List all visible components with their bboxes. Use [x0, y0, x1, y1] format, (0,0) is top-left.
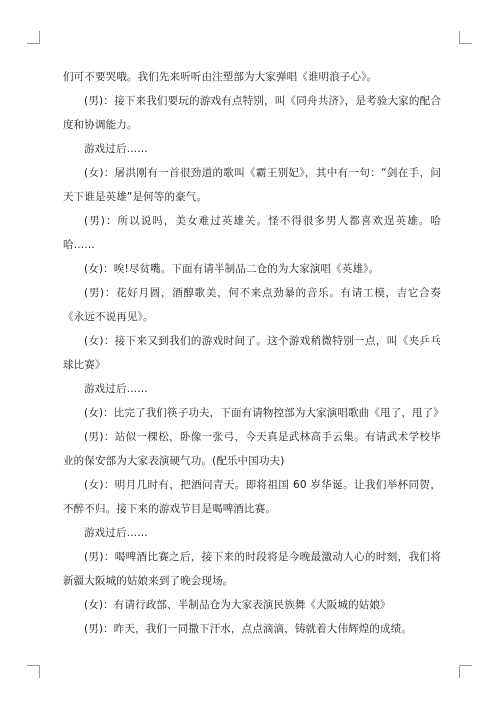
paragraph: (男)：喝啤酒比赛之后，接下来的时段将是今晚最激动人心的时刻，我们将新疆大阪城的姑娘来到了晚会现场。	[63, 551, 441, 587]
paragraph: 游戏过后……	[84, 383, 148, 395]
paragraph: (男)：昨天，我们一同撒下汗水，点点滴滴，铸就着大伟辉煌的成绩。	[84, 623, 412, 635]
paragraph: (男)：站似一棵松，卧像一张弓，今天真是武林高手云集。有请武术学校毕业的保安部为大家表演硬气功。(配乐中国功夫)	[63, 431, 441, 467]
crop-mark-top-left	[27, 31, 40, 44]
paragraph: (女)：屠洪刚有一首很劲道的歌叫《霸王别妃》，其中有一句：“剑在手，问天下谁是英雄”是何等的豪气。	[63, 167, 441, 203]
paragraph: (女)：比完了我们筷子功夫，下面有请物控部为大家演唱歌曲《甩了，甩了》	[84, 407, 444, 419]
paragraph: 游戏过后……	[84, 527, 148, 539]
paragraph: (女)：明月几时有，把酒问青天。即将祖国 60 岁华诞。让我们举杯同贺，不醉不归。接下来的游戏节目是喝啤酒比赛。	[63, 479, 441, 515]
paragraph: (男)：花好月圆，酒醇歌美，何不来点劲暴的音乐。有请工模，吉它合奏《永远不说再见》。	[63, 287, 441, 323]
crop-mark-bottom-left	[27, 665, 40, 678]
paragraph: (女)：有请行政部、半制品仓为大家表演民族舞《大阪城的姑娘》	[84, 599, 391, 611]
paragraph: (男)：所以说吗，美女难过英雄关。怪不得很多男人都喜欢逞英雄。哈哈……	[63, 215, 441, 251]
paragraph: (女)：唉!尽贫嘴。下面有请半制品二仓的为大家演唱《英雄》。	[84, 263, 380, 275]
paragraph: 游戏过后……	[84, 143, 148, 155]
paragraph: (男)：接下来我们要玩的游戏有点特别，叫《同舟共济》，是考验大家的配合度和协调能力。	[63, 95, 441, 131]
crop-mark-top-right	[459, 31, 472, 44]
paragraph: (女)：接下来又到我们的游戏时间了。这个游戏稍微特别一点，叫《夹乒乓球比赛》	[63, 335, 441, 371]
document-body	[63, 65, 444, 641]
crop-mark-bottom-right	[459, 665, 472, 678]
paragraph: 们可不要哭哦。我们先来听听由注塑部为大家弹唱《谁明浪子心》。	[63, 71, 378, 83]
